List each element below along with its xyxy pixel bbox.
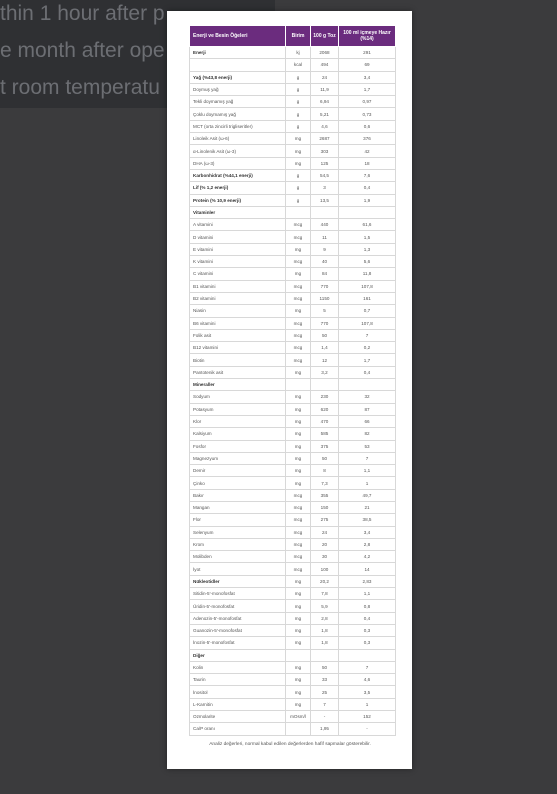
row-value-100g: 12 — [311, 354, 339, 366]
row-unit: mg — [286, 686, 311, 698]
row-value-100g: 150 — [311, 501, 339, 513]
row-unit: mcg — [286, 354, 311, 366]
row-name: Mineraller — [190, 379, 286, 391]
row-name: Krom — [190, 538, 286, 550]
table-row — [190, 120, 396, 132]
row-value-100ml: 61,6 — [339, 219, 396, 231]
table-row — [190, 624, 396, 636]
row-value-100g: 585 — [311, 428, 339, 440]
row-value-100ml: 0,2 — [339, 342, 396, 354]
row-value-100g: 7 — [311, 698, 339, 710]
row-value-100g: 4,6 — [311, 120, 339, 132]
row-value-100ml: 1 — [339, 477, 396, 489]
row-value-100g: 125 — [311, 157, 339, 169]
row-name: Protein (% 10,9 enerji) — [190, 194, 286, 206]
row-unit: mcg — [286, 231, 311, 243]
row-value-100g: 5,9 — [311, 600, 339, 612]
row-value-100g: 50 — [311, 452, 339, 464]
table-row — [190, 588, 396, 600]
row-value-100ml: 69 — [339, 59, 396, 71]
table-row — [190, 268, 396, 280]
row-value-100g: 8 — [311, 465, 339, 477]
row-name: İyot — [190, 563, 286, 575]
row-unit: g — [286, 169, 311, 181]
row-unit: g — [286, 194, 311, 206]
row-name: Vitaminler — [190, 206, 286, 218]
row-name: Potasyum — [190, 403, 286, 415]
table-row — [190, 661, 396, 673]
row-unit: g — [286, 83, 311, 95]
row-value-100g: 7,8 — [311, 588, 339, 600]
row-unit: mg — [286, 477, 311, 489]
row-unit: mg — [286, 391, 311, 403]
row-value-100ml: 38,5 — [339, 514, 396, 526]
table-row — [190, 317, 396, 329]
row-value-100ml: 14 — [339, 563, 396, 575]
row-unit: g — [286, 71, 311, 83]
row-value-100g: 40 — [311, 256, 339, 268]
row-value-100ml: 1,9 — [339, 194, 396, 206]
row-value-100ml: 2,83 — [339, 575, 396, 587]
row-unit: kcal — [286, 59, 311, 71]
table-row — [190, 71, 396, 83]
table-body — [190, 47, 396, 736]
table-row — [190, 379, 396, 391]
row-name: Bakır — [190, 489, 286, 501]
row-name: Fosfor — [190, 440, 286, 452]
row-value-100ml: 0,4 — [339, 182, 396, 194]
row-value-100ml: 1,3 — [339, 243, 396, 255]
table-row — [190, 280, 396, 292]
row-name: Mangan — [190, 501, 286, 513]
table-row — [190, 600, 396, 612]
row-name: Üridin-5'-monofosfat — [190, 600, 286, 612]
row-name: Yağ (%43,8 enerji) — [190, 71, 286, 83]
row-name: İnozin-5'-monofosfat — [190, 637, 286, 649]
table-row — [190, 477, 396, 489]
row-value-100g: 20,2 — [311, 575, 339, 587]
row-value-100g — [311, 649, 339, 661]
table-row — [190, 108, 396, 120]
row-unit: g — [286, 96, 311, 108]
row-value-100ml: 1,7 — [339, 354, 396, 366]
row-unit: mg — [286, 145, 311, 157]
row-value-100g: 494 — [311, 59, 339, 71]
row-value-100ml: 32 — [339, 391, 396, 403]
table-row — [190, 219, 396, 231]
row-value-100ml: 376 — [339, 133, 396, 145]
header-per-100g: 100 g Toz — [311, 26, 339, 47]
row-value-100ml: 18 — [339, 157, 396, 169]
background-text-line-1: thin 1 hour after p — [0, 2, 165, 25]
row-value-100g: 11,9 — [311, 83, 339, 95]
row-value-100ml: 4,6 — [339, 674, 396, 686]
table-row — [190, 354, 396, 366]
row-name: Çoklu doymamış yağ — [190, 108, 286, 120]
row-unit: mg — [286, 637, 311, 649]
table-row — [190, 96, 396, 108]
row-value-100ml: 7,6 — [339, 169, 396, 181]
row-value-100g: 2068 — [311, 47, 339, 59]
row-name: Sodyum — [190, 391, 286, 403]
background-text-line-3: t room temperatu — [0, 76, 160, 99]
row-value-100ml: 11,8 — [339, 268, 396, 280]
row-name — [190, 59, 286, 71]
row-name: Çinko — [190, 477, 286, 489]
row-value-100g: 5,21 — [311, 108, 339, 120]
table-row — [190, 366, 396, 378]
row-value-100ml: 7 — [339, 452, 396, 464]
row-value-100ml: 53 — [339, 440, 396, 452]
row-value-100g: 440 — [311, 219, 339, 231]
row-value-100g: 1,8 — [311, 624, 339, 636]
table-row — [190, 686, 396, 698]
row-value-100g: 24 — [311, 526, 339, 538]
row-unit: mg — [286, 440, 311, 452]
table-row — [190, 674, 396, 686]
row-unit: mg — [286, 465, 311, 477]
row-name: Adenozin-5'-monofosfat — [190, 612, 286, 624]
row-unit: mg — [286, 366, 311, 378]
row-value-100ml: 0,3 — [339, 624, 396, 636]
row-name: Demir — [190, 465, 286, 477]
row-name: DHA (ω-3) — [190, 157, 286, 169]
row-value-100g: 3,2 — [311, 366, 339, 378]
table-row — [190, 415, 396, 427]
row-value-100ml: 3,4 — [339, 71, 396, 83]
row-unit: mg — [286, 612, 311, 624]
row-value-100g: 13,5 — [311, 194, 339, 206]
row-unit: mcg — [286, 292, 311, 304]
table-row — [190, 305, 396, 317]
row-value-100ml: 1 — [339, 698, 396, 710]
row-value-100g: 770 — [311, 317, 339, 329]
header-nutrient: Enerji ve Besin Öğeleri — [190, 26, 286, 47]
nutrition-table — [189, 25, 396, 736]
row-name: Taurin — [190, 674, 286, 686]
table-row — [190, 489, 396, 501]
table-row — [190, 501, 396, 513]
row-value-100g — [311, 206, 339, 218]
row-unit: mg — [286, 403, 311, 415]
row-name: Sitidin-5'-monofosfat — [190, 588, 286, 600]
row-unit: mg — [286, 452, 311, 464]
row-unit: mg — [286, 133, 311, 145]
row-value-100ml: 0,6 — [339, 120, 396, 132]
row-unit: mcg — [286, 563, 311, 575]
row-name: Enerji — [190, 47, 286, 59]
row-name: D vitamini — [190, 231, 286, 243]
table-row — [190, 575, 396, 587]
table-row — [190, 342, 396, 354]
table-row — [190, 59, 396, 71]
row-unit: mcg — [286, 256, 311, 268]
row-name: Ozmolarite — [190, 711, 286, 723]
row-value-100g — [311, 379, 339, 391]
row-name: Tekli doymamış yağ — [190, 96, 286, 108]
row-value-100ml: 87 — [339, 403, 396, 415]
row-value-100ml: 7 — [339, 661, 396, 673]
row-value-100ml: 7 — [339, 329, 396, 341]
table-row — [190, 194, 396, 206]
row-value-100g: 770 — [311, 280, 339, 292]
row-value-100g: - — [311, 711, 339, 723]
row-value-100ml: 0,7 — [339, 305, 396, 317]
row-value-100g: 1150 — [311, 292, 339, 304]
row-value-100g: 275 — [311, 514, 339, 526]
row-name: E vitamini — [190, 243, 286, 255]
row-unit — [286, 379, 311, 391]
table-row — [190, 563, 396, 575]
row-value-100g: 9 — [311, 243, 339, 255]
table-row — [190, 231, 396, 243]
row-unit: kj — [286, 47, 311, 59]
table-row — [190, 169, 396, 181]
row-value-100ml: 0,73 — [339, 108, 396, 120]
table-row — [190, 206, 396, 218]
row-name: İnositol — [190, 686, 286, 698]
row-name: Linoleik Asit (ω-6) — [190, 133, 286, 145]
table-row — [190, 256, 396, 268]
row-unit: mg — [286, 157, 311, 169]
row-unit: mcg — [286, 514, 311, 526]
row-value-100ml: 0,4 — [339, 366, 396, 378]
table-row — [190, 551, 396, 563]
row-name: Flor — [190, 514, 286, 526]
table-row — [190, 514, 396, 526]
row-value-100ml: 1,5 — [339, 231, 396, 243]
row-unit: mcg — [286, 317, 311, 329]
row-name: Pantotenik asit — [190, 366, 286, 378]
row-unit: mg — [286, 305, 311, 317]
row-value-100g: 2687 — [311, 133, 339, 145]
row-value-100ml — [339, 379, 396, 391]
row-value-100g: 3 — [311, 182, 339, 194]
row-name: Molibden — [190, 551, 286, 563]
row-name: Folik asit — [190, 329, 286, 341]
row-value-100ml: 66 — [339, 415, 396, 427]
table-row — [190, 538, 396, 550]
row-name: Nükleotidler — [190, 575, 286, 587]
table-row — [190, 329, 396, 341]
row-unit: mg — [286, 428, 311, 440]
table-row — [190, 428, 396, 440]
row-value-100g: 5 — [311, 305, 339, 317]
row-value-100g: 50 — [311, 329, 339, 341]
row-value-100ml: 2,8 — [339, 538, 396, 550]
table-row — [190, 452, 396, 464]
row-unit: mg — [286, 243, 311, 255]
row-unit: mg — [286, 698, 311, 710]
row-name: Selenyum — [190, 526, 286, 538]
table-row — [190, 182, 396, 194]
row-name: α-Linolenik Asit (ω-3) — [190, 145, 286, 157]
row-name: Ca/P oranı — [190, 723, 286, 735]
row-value-100g: 50 — [311, 661, 339, 673]
row-name: Diğer — [190, 649, 286, 661]
row-value-100ml: 21 — [339, 501, 396, 513]
row-name: C vitamini — [190, 268, 286, 280]
row-name: Guanozin-5'-monofosfat — [190, 624, 286, 636]
row-value-100g: 1,4 — [311, 342, 339, 354]
row-unit: mcg — [286, 489, 311, 501]
row-value-100g: 355 — [311, 489, 339, 501]
row-value-100ml: 107,8 — [339, 317, 396, 329]
row-unit: mcg — [286, 280, 311, 292]
row-value-100ml: 3,4 — [339, 526, 396, 538]
row-name: B2 vitamini — [190, 292, 286, 304]
row-unit: mcg — [286, 219, 311, 231]
row-value-100ml: - — [339, 723, 396, 735]
row-value-100g: 30 — [311, 551, 339, 563]
row-name: B12 vitamini — [190, 342, 286, 354]
row-name: Karbonhidrat (%44,1 enerji) — [190, 169, 286, 181]
row-value-100g: 11 — [311, 231, 339, 243]
row-value-100g: 2,8 — [311, 612, 339, 624]
row-unit: mg — [286, 600, 311, 612]
row-value-100ml: 0,4 — [339, 612, 396, 624]
table-row — [190, 637, 396, 649]
row-unit: mcg — [286, 551, 311, 563]
row-name: Lif (% 1,2 enerji) — [190, 182, 286, 194]
row-unit — [286, 723, 311, 735]
nutrition-document — [167, 11, 412, 769]
row-value-100g: 303 — [311, 145, 339, 157]
table-header-row — [190, 26, 396, 47]
table-row — [190, 723, 396, 735]
row-value-100g: 100 — [311, 563, 339, 575]
row-value-100g: 84 — [311, 268, 339, 280]
row-value-100ml: 107,8 — [339, 280, 396, 292]
row-name: A vitamini — [190, 219, 286, 231]
row-name: Niasin — [190, 305, 286, 317]
row-unit: mcg — [286, 342, 311, 354]
row-value-100ml: 5,6 — [339, 256, 396, 268]
table-row — [190, 47, 396, 59]
row-value-100g: 230 — [311, 391, 339, 403]
row-name: Biotin — [190, 354, 286, 366]
row-value-100ml: 152 — [339, 711, 396, 723]
row-value-100g: 20 — [311, 538, 339, 550]
row-value-100ml: 42 — [339, 145, 396, 157]
row-name: Klor — [190, 415, 286, 427]
row-value-100g: 1,95 — [311, 723, 339, 735]
table-row — [190, 612, 396, 624]
row-value-100ml: 291 — [339, 47, 396, 59]
table-row — [190, 403, 396, 415]
table-row — [190, 391, 396, 403]
row-unit: g — [286, 120, 311, 132]
row-name: Kolin — [190, 661, 286, 673]
table-row — [190, 145, 396, 157]
row-value-100g: 620 — [311, 403, 339, 415]
row-name: B6 vitamini — [190, 317, 286, 329]
row-value-100ml: 1,1 — [339, 588, 396, 600]
row-unit: mcg — [286, 526, 311, 538]
row-value-100g: 24 — [311, 71, 339, 83]
row-name: L-Karnitin — [190, 698, 286, 710]
row-value-100g: 7,3 — [311, 477, 339, 489]
table-row — [190, 698, 396, 710]
table-row — [190, 243, 396, 255]
table-row — [190, 133, 396, 145]
row-unit: mcg — [286, 501, 311, 513]
row-unit — [286, 206, 311, 218]
row-value-100g: 6,94 — [311, 96, 339, 108]
row-value-100ml: 0,97 — [339, 96, 396, 108]
header-unit: Birim — [286, 26, 311, 47]
row-value-100ml: 49,7 — [339, 489, 396, 501]
table-row — [190, 292, 396, 304]
row-value-100ml: 0,8 — [339, 600, 396, 612]
row-value-100ml: 1,1 — [339, 465, 396, 477]
row-unit: mg — [286, 268, 311, 280]
row-value-100ml — [339, 649, 396, 661]
row-value-100ml — [339, 206, 396, 218]
row-unit: mcg — [286, 329, 311, 341]
row-value-100g: 54,5 — [311, 169, 339, 181]
row-unit: mg — [286, 661, 311, 673]
row-value-100g: 470 — [311, 415, 339, 427]
table-row — [190, 526, 396, 538]
background-text-line-2: e month after ope — [0, 39, 165, 62]
row-value-100g: 1,8 — [311, 637, 339, 649]
row-unit: mg — [286, 575, 311, 587]
row-value-100ml: 82 — [339, 428, 396, 440]
row-value-100ml: 161 — [339, 292, 396, 304]
row-unit — [286, 649, 311, 661]
row-value-100ml: 1,7 — [339, 83, 396, 95]
row-name: K vitamini — [190, 256, 286, 268]
row-unit: mg — [286, 674, 311, 686]
table-row — [190, 465, 396, 477]
row-value-100ml: 0,3 — [339, 637, 396, 649]
row-value-100ml: 4,2 — [339, 551, 396, 563]
row-value-100g: 25 — [311, 686, 339, 698]
row-unit: mg — [286, 588, 311, 600]
row-unit: g — [286, 182, 311, 194]
table-row — [190, 440, 396, 452]
row-name: Magnezyum — [190, 452, 286, 464]
row-unit: mcg — [286, 538, 311, 550]
row-value-100ml: 3,5 — [339, 686, 396, 698]
row-unit: mg — [286, 624, 311, 636]
header-per-100ml: 100 ml içmeye Hazır (%14) — [339, 26, 396, 47]
table-row — [190, 649, 396, 661]
row-unit: g — [286, 108, 311, 120]
row-value-100g: 375 — [311, 440, 339, 452]
footnote: Analiz değerleri, normal kabul edilen değerlerden hafif sapmalar gösterebilir. — [209, 742, 371, 747]
row-unit: mg — [286, 415, 311, 427]
table-row — [190, 83, 396, 95]
row-name: MCT (orta zincirli trigliseritler) — [190, 120, 286, 132]
row-name: Doymuş yağ — [190, 83, 286, 95]
row-unit: mOsm/l — [286, 711, 311, 723]
row-name: B1 vitamini — [190, 280, 286, 292]
row-name: Kalsiyum — [190, 428, 286, 440]
table-row — [190, 157, 396, 169]
table-row — [190, 711, 396, 723]
row-value-100g: 33 — [311, 674, 339, 686]
